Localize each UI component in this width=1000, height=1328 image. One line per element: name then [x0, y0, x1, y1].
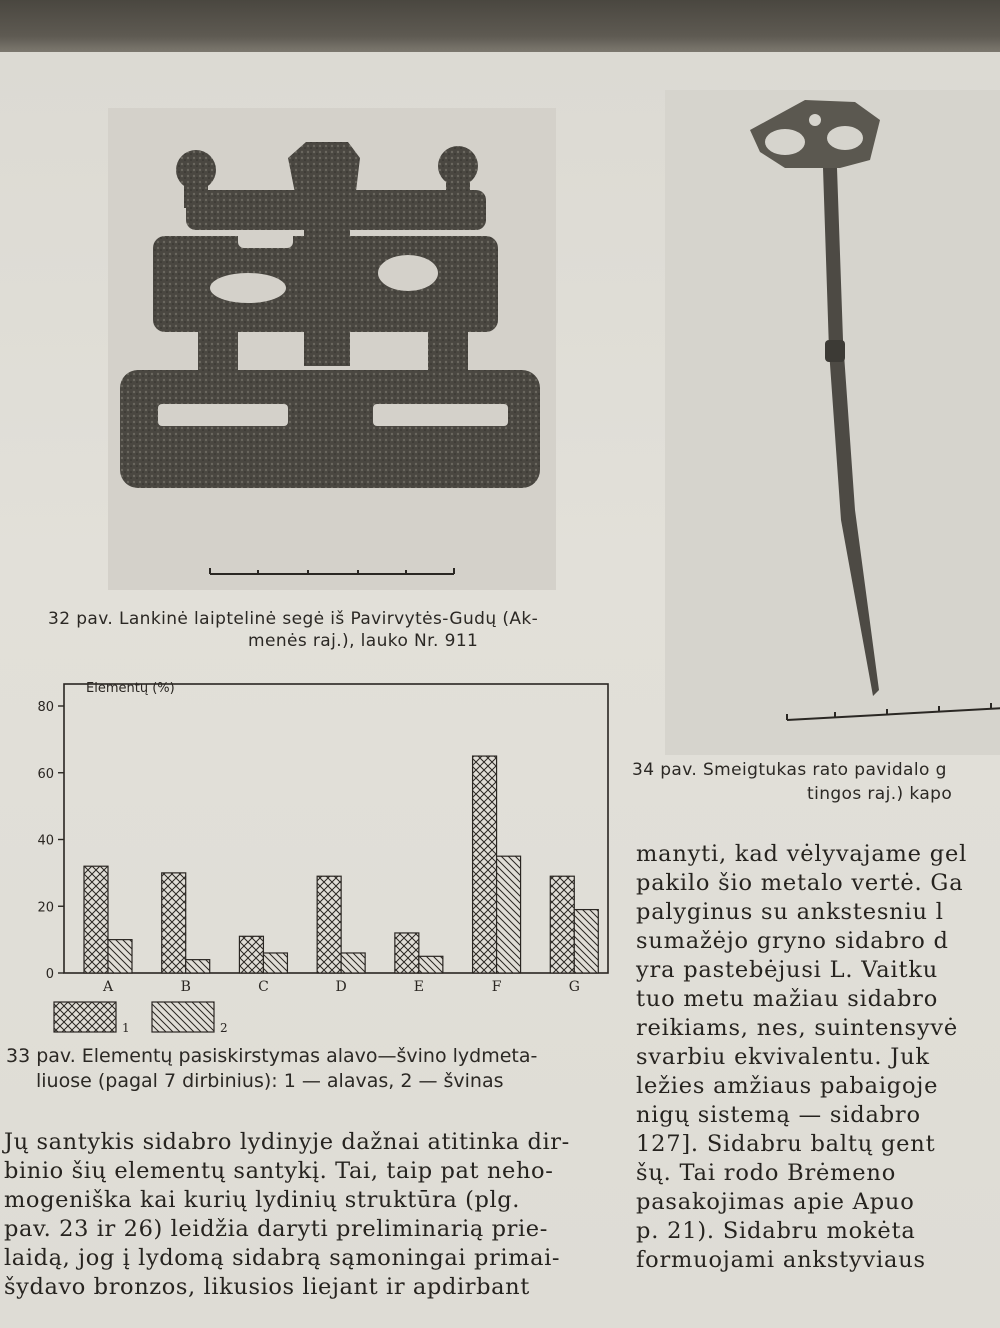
x-tick-label: B: [180, 979, 191, 995]
y-tick-label: 60: [37, 766, 54, 782]
text-line: tuo metu mažiau sidabro: [636, 986, 939, 1012]
caption-line: 34 pav. Smeigtukas rato pavidalo g: [632, 760, 947, 780]
bar-F-series-1: [473, 756, 497, 973]
caption-line: 33 pav. Elementų pasiskirstymas alavo—švino lydmeta-: [6, 1045, 538, 1067]
bar-C-series-1: [239, 936, 263, 973]
left-column-text: [4, 1128, 570, 1302]
text-line: pasakojimas apie Apuo: [636, 1189, 915, 1215]
legend-label: 1: [122, 1021, 130, 1035]
text-line: Jų santykis sidabro lydinyje dažnai atitinka dir-: [4, 1129, 570, 1155]
text-line: p. 21). Sidabru mokėta: [636, 1218, 916, 1244]
figure-34-caption: [632, 758, 1000, 806]
brooch-photo: [108, 108, 556, 590]
caption-line: 32 pav. Lankinė laiptelinė segė iš Pavirvytės-Gudų (Ak-: [48, 609, 539, 629]
text-line: pav. 23 ir 26) leidžia daryti preliminarią prie-: [4, 1216, 548, 1242]
right-column-text: [636, 840, 967, 1275]
x-tick-label: D: [335, 979, 347, 995]
bar-F-series-2: [497, 856, 521, 973]
y-tick-label: 0: [45, 967, 54, 982]
bar-B-series-1: [162, 873, 186, 973]
y-tick-label: 40: [37, 833, 54, 849]
text-line: binio šių elementų santykį. Tai, taip pat neho-: [4, 1158, 554, 1184]
chart-canvas: [0, 670, 640, 1045]
text-line: yra pastebėjusi L. Vaitku: [636, 957, 939, 983]
caption-line: liuose (pagal 7 dirbinius): 1 — alavas, 2 — švinas: [36, 1070, 504, 1092]
brooch-image: [108, 108, 556, 590]
bar-G-series-1: [550, 876, 574, 973]
figure-33-caption: [6, 1044, 626, 1094]
figure-33-chart: [0, 670, 640, 1045]
bar-C-series-2: [263, 953, 287, 973]
text-line: svarbiu ekvivalentu. Juk: [636, 1044, 930, 1070]
bar-D-series-2: [341, 953, 365, 973]
y-tick-label: 20: [37, 900, 54, 916]
text-line: reikiams, nes, suintensyvė: [636, 1015, 959, 1041]
x-tick-label: F: [491, 979, 502, 995]
text-line: pakilo šio metalo vertė. Ga: [636, 870, 964, 896]
text-line: laidą, jog į lydomą sidabrą sąmoningai primai-: [4, 1245, 561, 1271]
x-tick-label: G: [568, 979, 580, 995]
x-tick-label: C: [258, 979, 269, 995]
bar-E-series-1: [395, 933, 419, 973]
figure-32-caption: [48, 608, 608, 652]
bar-G-series-2: [574, 910, 598, 973]
text-line: formuojami ankstyviaus: [636, 1247, 926, 1273]
y-axis-label: Elementų (%): [86, 681, 175, 696]
text-line: šų. Tai rodo Brėmeno: [636, 1160, 897, 1186]
text-line: palyginus su ankstesniu l: [636, 899, 944, 925]
pin-photo: [665, 90, 1000, 755]
x-tick-label: E: [413, 979, 424, 995]
text-line: šydavo bronzos, likusios liejant ir apdirbant: [4, 1274, 530, 1300]
text-line: nigų sistemą — sidabro: [636, 1102, 921, 1128]
background-surface: [0, 0, 1000, 60]
text-line: mogeniška kai kurių lydinių struktūra (plg.: [4, 1187, 521, 1213]
legend-swatch-2: [152, 1002, 214, 1032]
text-line: 127]. Sidabru baltų gent: [636, 1131, 936, 1157]
pin-image: [665, 90, 1000, 755]
bar-B-series-2: [186, 960, 210, 973]
text-line: sumažėjo gryno sidabro d: [636, 928, 949, 954]
bar-D-series-1: [317, 876, 341, 973]
bar-E-series-2: [419, 956, 443, 973]
y-tick-label: 80: [37, 700, 54, 715]
legend-swatch-1: [54, 1002, 116, 1032]
legend-label: 2: [220, 1021, 228, 1035]
x-tick-label: A: [102, 979, 114, 995]
caption-line: menės raj.), lauko Nr. 911: [248, 631, 479, 651]
bar-A-series-2: [108, 940, 132, 973]
bar-A-series-1: [84, 866, 108, 973]
caption-line: tingos raj.) kapo: [807, 784, 953, 804]
text-line: ležies amžiaus pabaigoje: [636, 1073, 939, 1099]
text-line: manyti, kad vėlyvajame gel: [636, 841, 968, 867]
